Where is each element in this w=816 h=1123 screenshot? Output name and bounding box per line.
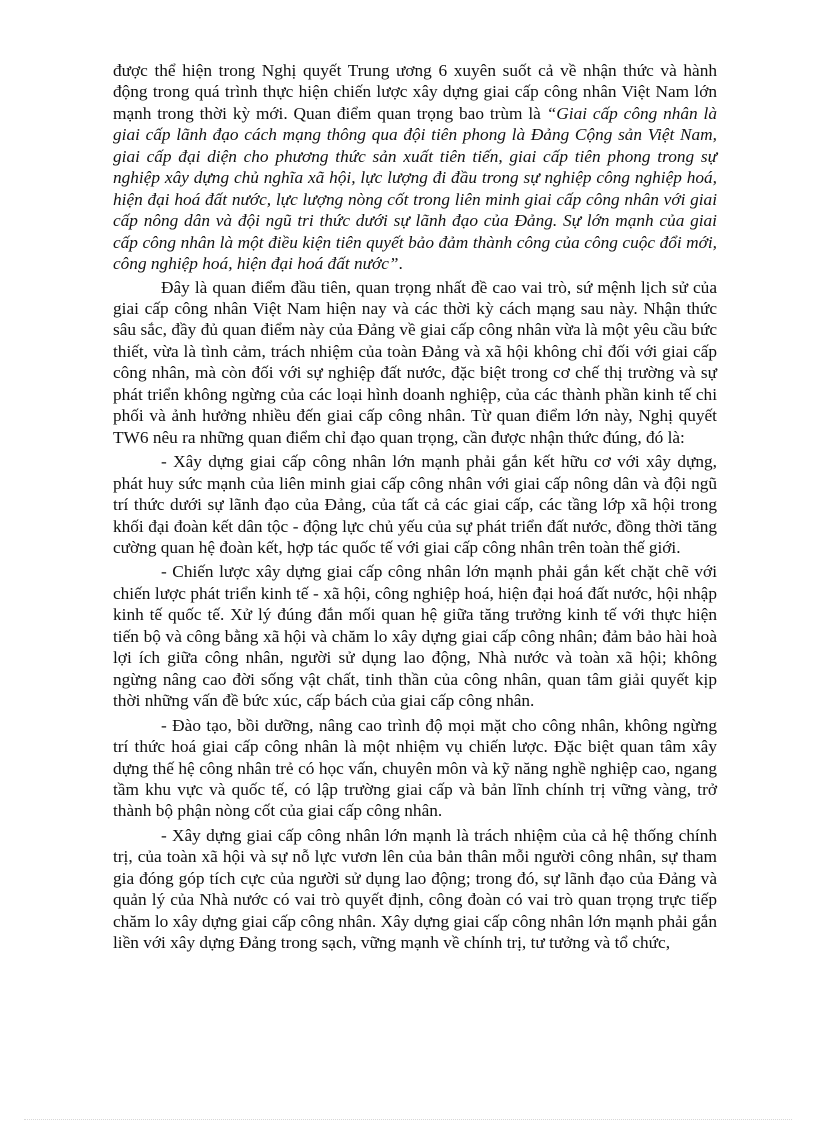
intro-text: được thể hiện trong Nghị quyết Trung ương 6 xuyên suốt cả về nhận thức và hành động trong quá trình thực hiện chiến lược xây dựng giai cấp công nhân Việt Nam lớn mạnh trong thời kỳ mới. Quan điểm quan trọng bao trùm là [113,61,717,123]
intro-quote: “Giai cấp công nhân là giai cấp lãnh đạo cách mạng thông qua đội tiên phong là Đảng Cộng sản Việt Nam, giai cấp đại diện cho phương thức sản xuất tiên tiến, giai cấp tiên phong trong sự nghiệp xây dựng chủ nghĩa xã hội, lực lượng đi đầu trong sự nghiệp công nghiệp hoá, hiện đại hoá đất nước, lực lượng nòng cốt trong liên minh giai cấp công nhân với giai cấp nông dân và đội ngũ tri thức dưới sự lãnh đạo của Đảng. Sự lớn mạnh của giai cấp công nhân là một điều kiện tiên quyết bảo đảm thành công của công cuộc đổi mới, công nghiệp hoá, hiện đại hoá đất nước” [113,103,717,274]
page-bottom-rule [24,1119,792,1120]
bullet-paragraph-4: - Xây dựng giai cấp công nhân lớn mạnh là trách nhiệm của cả hệ thống chính trị, của toàn xã hội và sự nỗ lực vươn lên của bản thân mỗi người công nhân, sự tham gia đóng góp tích cực của người sử dụng lao động; trong đó, sự lãnh đạo của Đảng và quản lý của Nhà nước có vai trò quyết định, công đoàn có vai trò quan trọng trực tiếp chăm lo xây dựng giai cấp công nhân. Xây dựng giai cấp công nhân lớn mạnh phải gắn liền với xây dựng Đảng trong sạch, vững mạnh về chính trị, tư tưởng và tổ chức, [113,825,717,953]
intro-paragraph [113,60,717,275]
bullet-paragraph-1: - Xây dựng giai cấp công nhân lớn mạnh phải gắn kết hữu cơ với xây dựng, phát huy sức mạnh của liên minh giai cấp công nhân với giai cấp nông dân và đội ngũ trí thức dưới sự lãnh đạo của Đảng, của tất cả các giai cấp, các tầng lớp xã hội trong khối đại đoàn kết dân tộc - động lực chủ yếu của sự phát triển đất nước, đồng thời tăng cường quan hệ đoàn kết, hợp tác quốc tế với giai cấp công nhân trên toàn thế giới. [113,452,717,557]
intro-tail: . [398,254,403,274]
bullet-paragraph-2: - Chiến lược xây dựng giai cấp công nhân lớn mạnh phải gắn kết chặt chẽ với chiến lược phát triển kinh tế - xã hội, công nghiệp hoá, hiện đại hoá đất nước, hội nhập kinh tế quốc tế. Xử lý đúng đắn mối quan hệ giữa tăng trưởng kinh tế với thực hiện tiến bộ và công bằng xã hội và chăm lo xây dựng giai cấp công nhân; đảm bảo hài hoà lợi ích giữa công nhân, người sử dụng lao động, Nhà nước và toàn xã hội; không ngừng nâng cao đời sống vật chất, tinh thần của công nhân, quan tâm giải quyết kịp thời những vấn đề bức xúc, cấp bách của giai cấp công nhân. [113,562,717,711]
bullet-paragraph-3: - Đào tạo, bồi dưỡng, nâng cao trình độ mọi mặt cho công nhân, không ngừng trí thức hoá giai cấp công nhân là một nhiệm vụ chiến lược. Đặc biệt quan tâm xây dựng thế hệ công nhân trẻ có học vấn, chuyên môn và kỹ năng nghề nghiệp cao, ngang tầm khu vực và quốc tế, có lập trường giai cấp và bản lĩnh chính trị vững vàng, trở thành bộ phận nòng cốt của giai cấp công nhân. [113,715,717,821]
body-paragraph: Đây là quan điểm đầu tiên, quan trọng nhất đề cao vai trò, sứ mệnh lịch sử của giai cấp công nhân Việt Nam hiện nay và các thời kỳ cách mạng sau này. Nhận thức sâu sắc, đầy đủ quan điểm này của Đảng về giai cấp công nhân vừa là một yêu cầu bức thiết, vừa là tình cảm, trách nhiệm của toàn Đảng và xã hội không chỉ đối với giai cấp công nhân, mà còn đối với sự nghiệp đất nước, đặc biệt trong cơ chế thị trường và sự phát triển không ngừng của các loại hình doanh nghiệp, của các thành phần kinh tế chi phối và ảnh hưởng nhiều đến giai cấp công nhân. Từ quan điểm lớn này, Nghị quyết TW6 nêu ra những quan điểm chỉ đạo quan trọng, cần được nhận thức đúng, đó là: [113,277,717,447]
document-page [113,0,717,954]
